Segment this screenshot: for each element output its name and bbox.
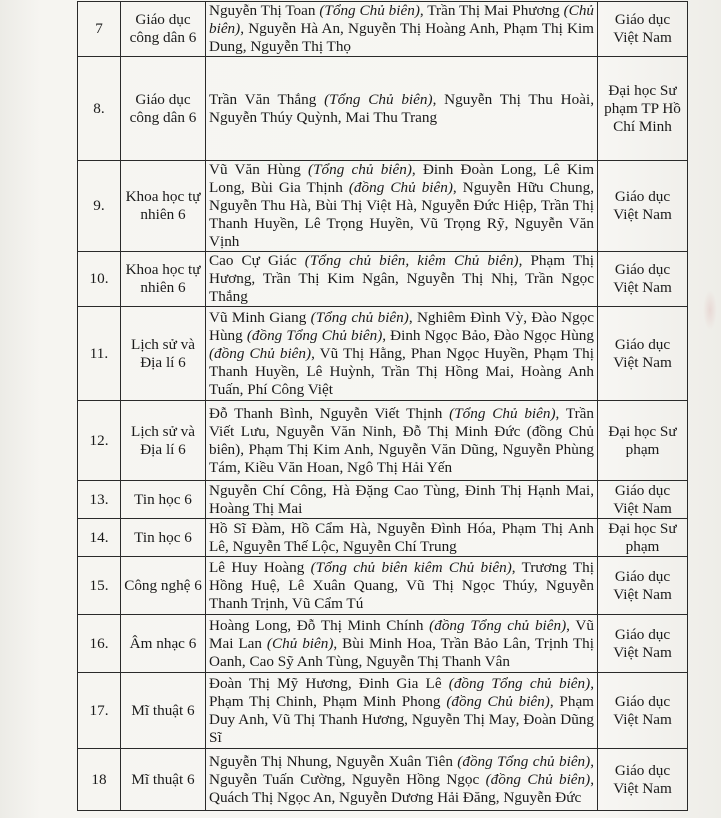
role-note: (Tổng chủ biên, kiêm Chủ biên) bbox=[304, 252, 519, 269]
author-names: , Bùi Minh Hoa, Trần Bảo Lân, Trịnh Thị Oanh, Cao Sỹ Anh Tùng, Nguyễn Thị Thanh Vân bbox=[209, 634, 594, 670]
table-row bbox=[78, 2, 688, 57]
publisher-cell: Giáo dục Việt Nam bbox=[598, 161, 688, 252]
subject-cell: Lịch sử và Địa lí 6 bbox=[121, 307, 206, 401]
role-note: (đồng Tổng chủ biên) bbox=[448, 674, 591, 692]
subject-cell: Khoa học tự nhiên 6 bbox=[121, 161, 206, 252]
role-note: (Tổng Chủ biên) bbox=[449, 404, 556, 422]
author-names: , Vũ Mai Lan bbox=[209, 616, 594, 652]
subject-cell: Mĩ thuật 6 bbox=[121, 673, 206, 749]
author-names: , Đinh Đoàn Long, Lê Kim Long, Bùi Gia Thịnh bbox=[209, 161, 595, 196]
role-note: (Tổng Chủ biên) bbox=[319, 2, 420, 19]
publisher-cell: Giáo dục Việt Nam bbox=[598, 557, 688, 615]
author-names: , Nguyễn Hà An, Nguyễn Thị Hoàng Anh, Phạm Thị Kim Dung, Nguyễn Thị Thọ bbox=[209, 20, 594, 55]
table-row bbox=[78, 557, 688, 615]
publisher-cell: Đại học Sư phạm bbox=[598, 519, 688, 557]
table-row bbox=[78, 481, 688, 519]
table-row bbox=[78, 252, 688, 307]
table-row bbox=[78, 519, 688, 557]
role-note: (Chủ biên) bbox=[266, 634, 334, 652]
table-row bbox=[78, 161, 688, 252]
row-number: 8. bbox=[78, 57, 121, 161]
author-names: Nguyễn Thị Nhung, Nguyễn Xuân Tiên bbox=[209, 752, 458, 770]
role-note: (Chủ biên) bbox=[209, 2, 594, 37]
author-names: , Trương Thị Hồng Huệ, Lê Xuân Quang, Vũ Thị Ngọc Thúy, Nguyễn Thanh Trịnh, Vũ Cẩm Tú bbox=[209, 558, 594, 612]
author-names: Nguyễn Chí Công, Hà Đặng Cao Tùng, Đinh Thị Hạnh Mai, Hoàng Thị Mai bbox=[209, 481, 594, 517]
publisher-cell: Đại học Sư phạm bbox=[598, 401, 688, 481]
author-names: , Trần Viết Lưu, Nguyễn Văn Ninh, Đỗ Thị Minh Đức (đồng Chủ biên), Phạm Thị Kim Anh, Nguyễn Văn Dũng, Nguyễn Phùng Tám, Kiều Văn Hoan, Ngô Thị Hải Yến bbox=[209, 404, 594, 476]
subject-cell: Giáo dục công dân 6 bbox=[121, 57, 206, 161]
subject-cell: Lịch sử và Địa lí 6 bbox=[121, 401, 206, 481]
publisher-cell: Đại học Sư phạm TP Hồ Chí Minh bbox=[598, 57, 688, 161]
table-row bbox=[78, 401, 688, 481]
authors-cell bbox=[206, 57, 598, 161]
publisher-cell: Giáo dục Việt Nam bbox=[598, 2, 688, 57]
authors-cell bbox=[206, 557, 598, 615]
author-names: , Nguyễn Hữu Chung, Nguyễn Thu Hà, Bùi Thị Việt Hà, Nguyễn Đức Hiệp, Trần Thị Thanh Huyền, Lê Trọng Huyền, Vũ Trọng Rỹ, Nguyễn Văn Vịnh bbox=[209, 179, 594, 250]
row-number: 11. bbox=[78, 307, 121, 401]
author-names: , Nguyễn Thị Thu Hoài, Nguyễn Thúy Quỳnh, Mai Thu Trang bbox=[209, 90, 594, 126]
subject-cell: Mĩ thuật 6 bbox=[121, 749, 206, 811]
row-number: 14. bbox=[78, 519, 121, 557]
author-names: , Đinh Ngọc Bảo, Đào Ngọc Hùng bbox=[382, 326, 594, 344]
author-names: Nguyễn Thị Toan bbox=[209, 2, 320, 19]
table-row bbox=[78, 615, 688, 673]
author-names: Trần Văn Thắng bbox=[209, 90, 325, 108]
subject-cell: Âm nhạc 6 bbox=[121, 615, 206, 673]
author-names: , Phạm Duy Anh, Vũ Thị Thanh Hương, Nguyễn Thị May, Đoàn Dũng Sĩ bbox=[209, 692, 594, 746]
role-note: (đồng Chủ biên) bbox=[485, 770, 591, 788]
author-names: , Vũ Thị Hằng, Phan Ngọc Huyền, Phạm Thị Thanh Huyền, Lê Huỳnh, Trần Thị Hồng Mai, Hoàng Anh Tuấn, Phí Công Việt bbox=[209, 344, 594, 398]
table-row bbox=[78, 673, 688, 749]
row-number: 9. bbox=[78, 161, 121, 252]
authors-cell bbox=[206, 307, 598, 401]
table-row bbox=[78, 307, 688, 401]
author-names: Đỗ Thanh Bình, Nguyễn Viết Thịnh bbox=[209, 404, 450, 422]
author-names: , Nguyễn Tuấn Cường, Nguyễn Hồng Ngọc bbox=[209, 752, 595, 788]
role-note: (đồng Chủ biên) bbox=[348, 179, 453, 196]
role-note: (đồng Tổng chủ biên) bbox=[429, 616, 567, 634]
role-note: (đồng Chủ biên) bbox=[209, 344, 312, 362]
subject-cell: Tin học 6 bbox=[121, 481, 206, 519]
subject-cell: Công nghệ 6 bbox=[121, 557, 206, 615]
authors-cell bbox=[206, 673, 598, 749]
author-names: , Trần Thị Mai Phương bbox=[419, 2, 564, 19]
role-note: (đồng Tổng Chủ biên) bbox=[246, 326, 383, 344]
author-names: Hoàng Long, Đỗ Thị Minh Chính bbox=[209, 616, 430, 634]
table-body bbox=[78, 2, 688, 811]
subject-cell: Khoa học tự nhiên 6 bbox=[121, 252, 206, 307]
author-names: , Quách Thị Ngọc An, Nguyễn Dương Hải Đăng, Nguyễn Đức bbox=[209, 770, 594, 806]
textbook-table bbox=[77, 1, 688, 811]
role-note: (đồng Tổng chủ biên) bbox=[457, 752, 591, 770]
authors-cell bbox=[206, 615, 598, 673]
authors-cell bbox=[206, 519, 598, 557]
author-names: , Phạm Thị Chinh, Phạm Minh Phong bbox=[209, 674, 594, 710]
authors-cell bbox=[206, 161, 598, 252]
row-number: 16. bbox=[78, 615, 121, 673]
role-note: (Tổng chủ biên) bbox=[308, 161, 412, 178]
authors-cell bbox=[206, 481, 598, 519]
publisher-cell: Giáo dục Việt Nam bbox=[598, 673, 688, 749]
row-number: 12. bbox=[78, 401, 121, 481]
author-names: Vũ Văn Hùng bbox=[209, 161, 309, 178]
author-names: , Phạm Thị Hương, Trần Thị Kim Ngân, Nguyễn Thị Nhị, Trần Ngọc Thắng bbox=[209, 252, 594, 305]
publisher-cell: Giáo dục Việt Nam bbox=[598, 252, 688, 307]
role-note: (Tổng chủ biên kiêm Chủ biên) bbox=[310, 558, 512, 576]
subject-cell: Tin học 6 bbox=[121, 519, 206, 557]
author-names: Đoàn Thị Mỹ Hương, Đinh Gia Lê bbox=[209, 674, 449, 692]
role-note: (Tổng chủ biên) bbox=[310, 308, 409, 326]
publisher-cell: Giáo dục Việt Nam bbox=[598, 307, 688, 401]
row-number: 10. bbox=[78, 252, 121, 307]
table-row bbox=[78, 57, 688, 161]
table-row bbox=[78, 749, 688, 811]
role-note: (Tổng Chủ biên) bbox=[324, 90, 433, 108]
row-number: 13. bbox=[78, 481, 121, 519]
publisher-cell: Giáo dục Việt Nam bbox=[598, 481, 688, 519]
author-names: Lê Huy Hoàng bbox=[209, 558, 311, 576]
row-number: 18 bbox=[78, 749, 121, 811]
publisher-cell: Giáo dục Việt Nam bbox=[598, 615, 688, 673]
authors-cell bbox=[206, 401, 598, 481]
paper-mark bbox=[703, 290, 717, 330]
row-number: 7 bbox=[78, 2, 121, 57]
subject-cell: Giáo dục công dân 6 bbox=[121, 2, 206, 57]
row-number: 17. bbox=[78, 673, 121, 749]
row-number: 15. bbox=[78, 557, 121, 615]
authors-cell bbox=[206, 252, 598, 307]
author-names: , Nghiêm Đình Vỳ, Đào Ngọc Hùng bbox=[209, 308, 594, 344]
role-note: (đồng Chủ biên) bbox=[446, 692, 550, 710]
publisher-cell: Giáo dục Việt Nam bbox=[598, 749, 688, 811]
authors-cell bbox=[206, 2, 598, 57]
authors-cell bbox=[206, 749, 598, 811]
author-names: Cao Cự Giác bbox=[209, 252, 305, 269]
author-names: Hồ Sĩ Đàm, Hồ Cẩm Hà, Nguyễn Đình Hóa, Phạm Thị Anh Lê, Nguyễn Thế Lộc, Nguyễn Chí Trung bbox=[209, 519, 594, 555]
author-names: Vũ Minh Giang bbox=[209, 308, 311, 326]
